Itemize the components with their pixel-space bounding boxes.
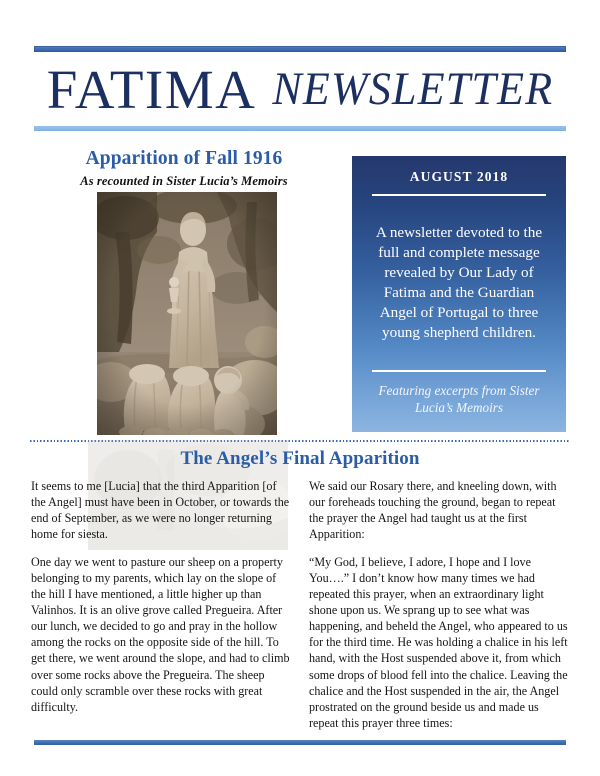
sidebar-divider-bottom xyxy=(372,370,546,372)
article-heading: The Angel’s Final Apparition xyxy=(180,448,420,469)
article-left-column xyxy=(31,478,292,733)
masthead xyxy=(34,52,566,126)
masthead-bottom-rule xyxy=(34,126,566,131)
paragraph: One day we went to pasture our sheep on a property belonging to my parents, which lay on the slope of the hill I have mentioned, a little higher up than Valinhos. It is an olive grove called Pregueira. After our lunch, we decided to go and pray in the hollow among the rocks on the opposite side of the hill. To get there, we went around the slope, and had to climb over some rocks above the Pregueira. The sheep could only scramble over these rocks with great difficulty. xyxy=(31,554,290,714)
feature-subtitle: As recounted in Sister Lucia’s Memoirs xyxy=(80,174,288,189)
newsletter-source-note: Featuring excerpts from Sister Lucia’s Memoirs xyxy=(378,382,540,415)
paragraph: It seems to me [Lucia] that the third Apparition [of the Angel] must have been in October, or towards the end of September, as we were no longer returning home for siesta. xyxy=(31,479,290,542)
footer-rule xyxy=(34,740,566,745)
feature-headline-block xyxy=(34,148,334,189)
section-dotted-divider xyxy=(30,440,570,442)
article-body xyxy=(31,478,571,733)
feature-photo xyxy=(97,192,277,435)
masthead-title-secondary: NEWSLETTER xyxy=(272,62,554,115)
paragraph: We said our Rosary there, and kneeling down, with our foreheads touching the ground, began to repeat the prayer the Angel had taught us at the first Apparition: xyxy=(309,479,557,542)
issue-date: AUGUST 2018 xyxy=(409,169,509,184)
article-right-column xyxy=(309,478,570,733)
newsletter-info-box xyxy=(352,156,566,432)
paragraph: “My God, I believe, I adore, I hope and I love You….” I don’t know how many times we had repeated this prayer, when an extraordinary light shone upon us. We sprang up to see what was happening, and beheld the Angel, who appeared to us for the third time. He was holding a chalice in his left hand, with the Host suspended above it, from which some drops of blood fell into the chalice. Leaving the chalice and the Host suspended in the air, the Angel prostrated on the ground beside us and made us repeat this prayer three times: xyxy=(309,554,568,730)
masthead-title-primary: FATIMA xyxy=(46,58,257,120)
feature-title: Apparition of Fall 1916 xyxy=(85,148,283,169)
newsletter-description: A newsletter devoted to the full and complete message revealed by Our Lady of Fatima and the Guardian Angel of Portugal to three young shepherd children. xyxy=(375,223,543,341)
